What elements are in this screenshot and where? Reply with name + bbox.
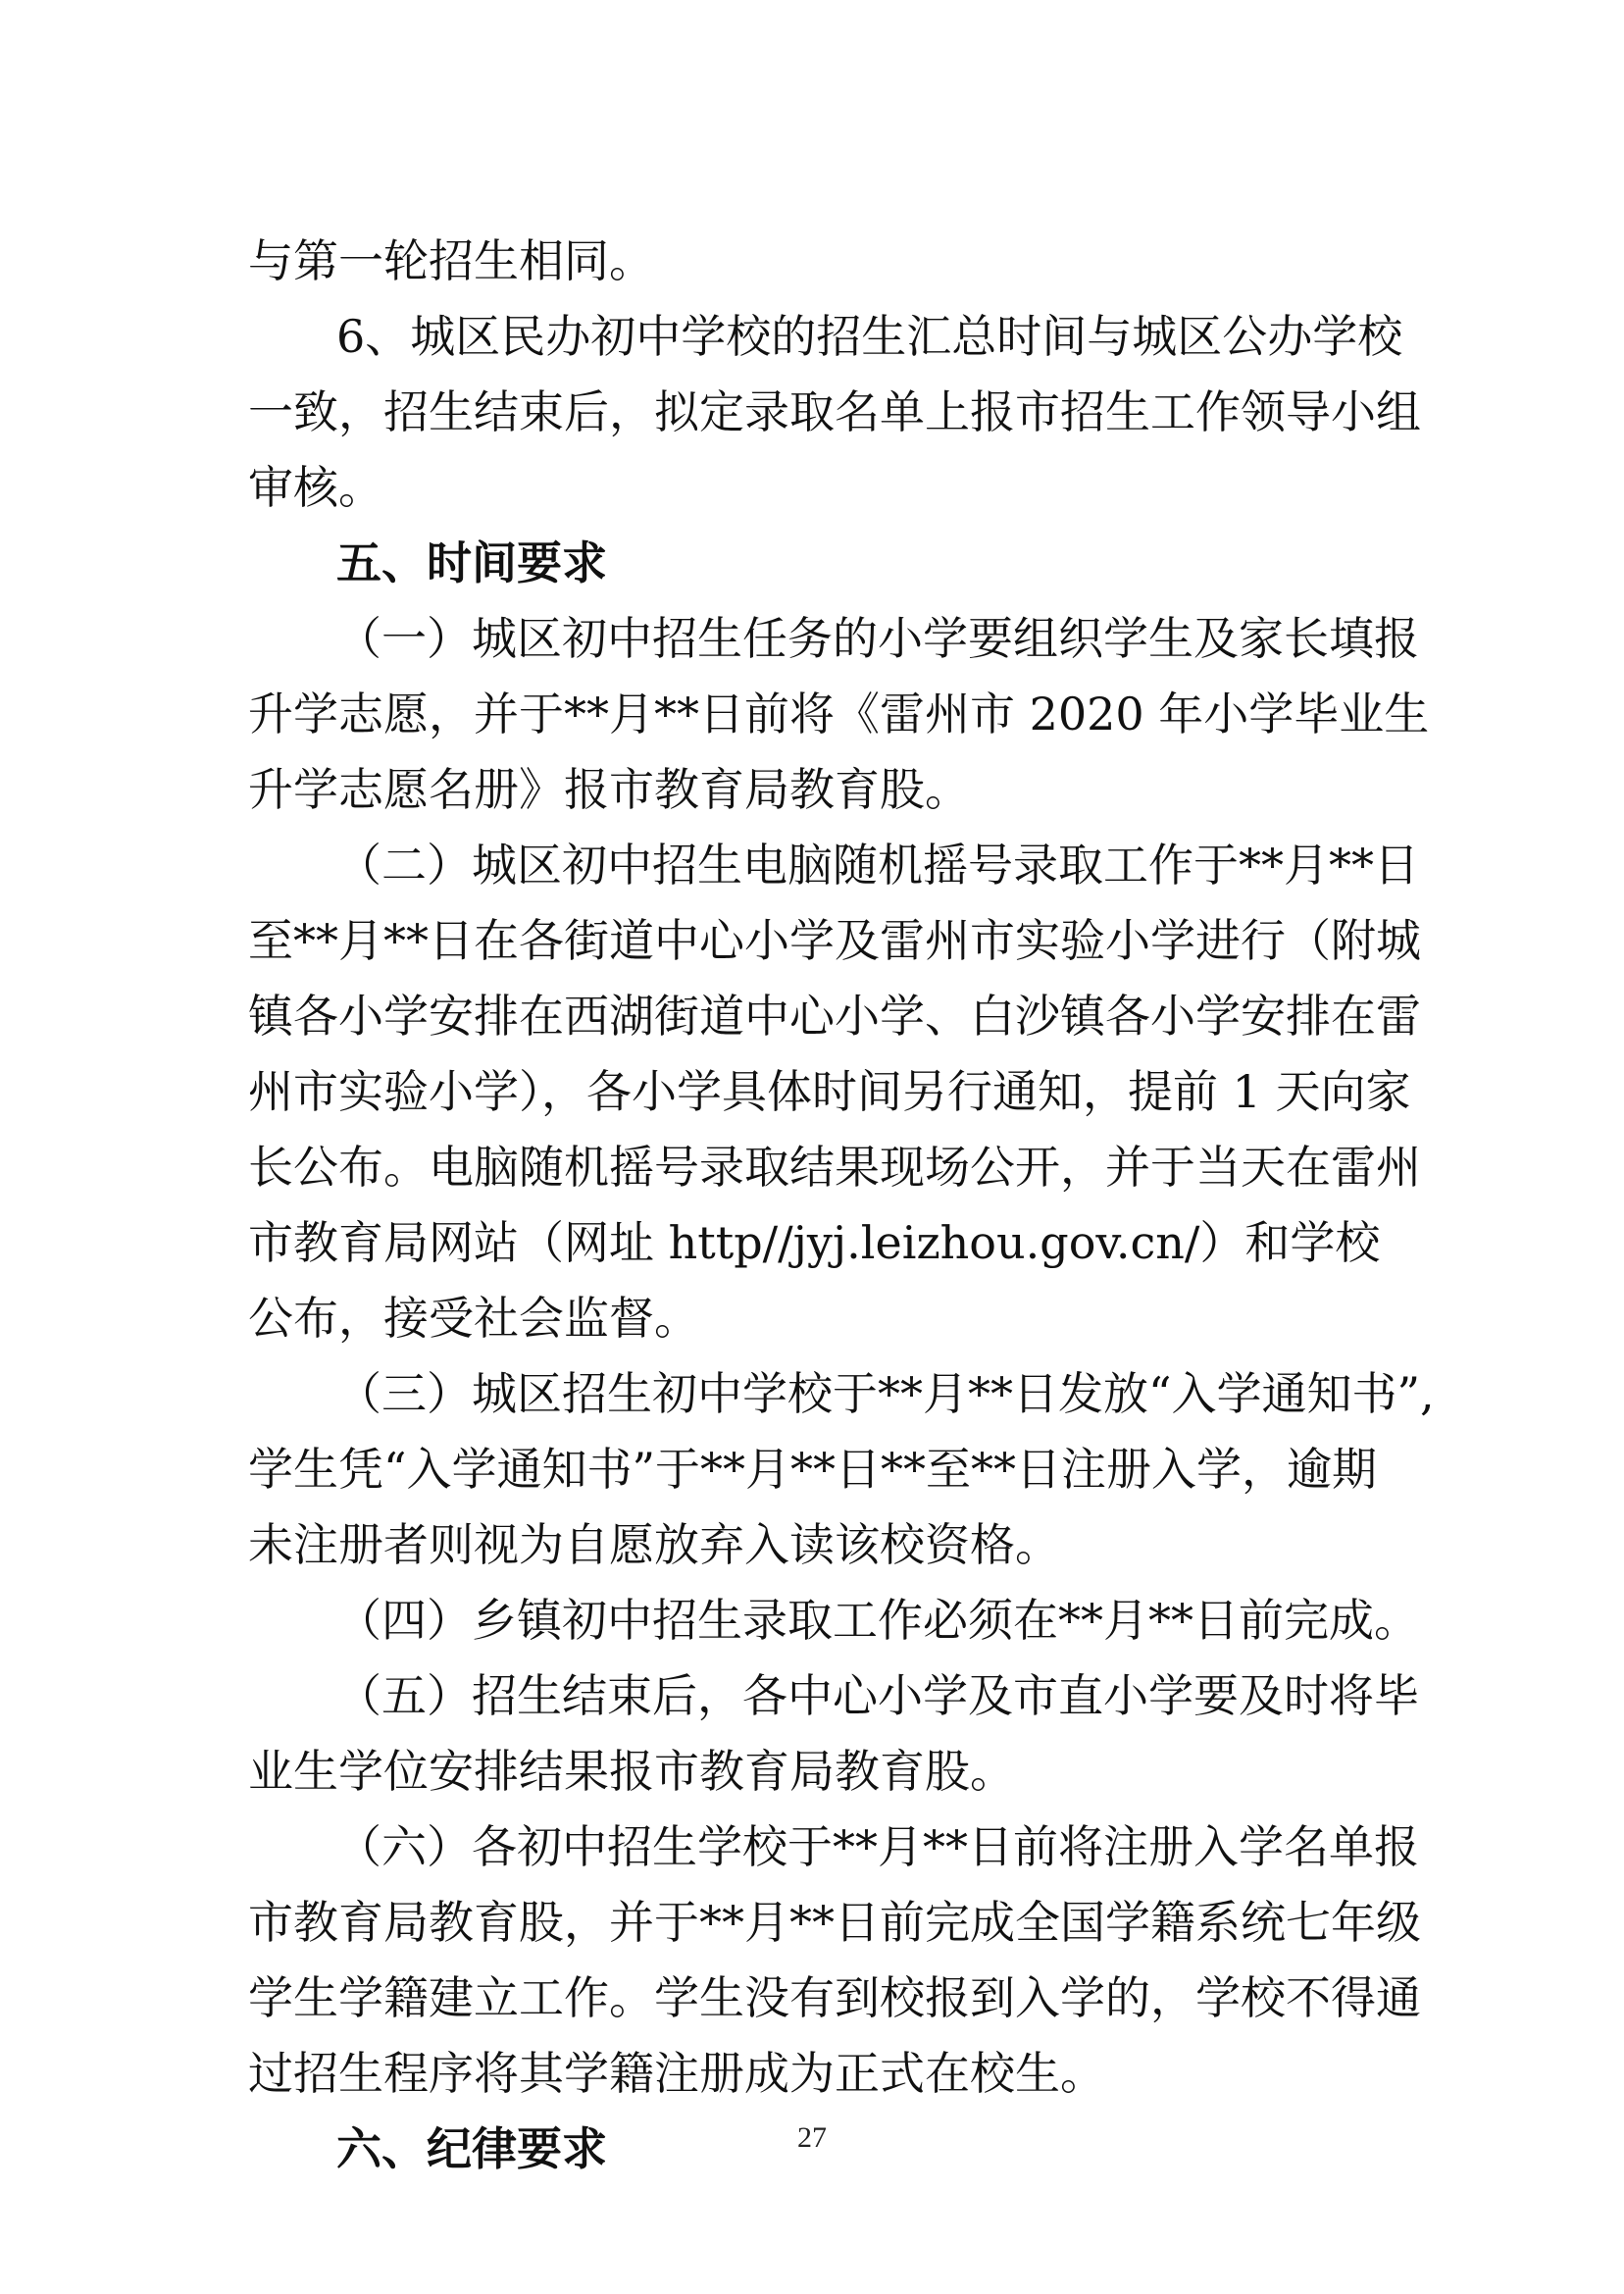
text-line: 学生凭“入学通知书”于**月**日**至**日注册入学，逾期 [248, 1443, 1378, 1496]
text-line: 镇各小学安排在西湖街道中心小学、白沙镇各小学安排在雷 [248, 990, 1421, 1043]
text-line: 6、城区民办初中学校的招生汇总时间与城区公办学校 [336, 310, 1403, 363]
text-line: （三）城区招生初中学校于**月**日发放“入学通知书”, [336, 1367, 1435, 1420]
text-line: 州市实验小学），各小学具体时间另行通知，提前 1 天向家 [248, 1065, 1411, 1118]
section-heading: 五、时间要求 [336, 536, 607, 589]
text-line: 至**月**日在各街道中心小学及雷州市实验小学进行（附城 [248, 914, 1421, 967]
text-line: 市教育局教育股，并于**月**日前完成全国学籍系统七年级 [248, 1896, 1421, 1949]
text-line: （一）城区初中招生任务的小学要组织学生及家长填报 [336, 612, 1419, 665]
page-number: 27 [797, 2121, 827, 2154]
text-line: 升学志愿名册》报市教育局教育股。 [248, 763, 970, 816]
text-line: 业生学位安排结果报市教育局教育股。 [248, 1745, 1015, 1798]
text-line: （五）招生结束后，各中心小学及市直小学要及时将毕 [336, 1669, 1419, 1722]
text-line: 长公布。电脑随机摇号录取结果现场公开，并于当天在雷州 [248, 1141, 1421, 1194]
text-line: 未注册者则视为自愿放弃入读该校资格。 [248, 1518, 1060, 1571]
text-line: （四）乡镇初中招生录取工作必须在**月**日前完成。 [336, 1594, 1419, 1647]
text-line: 公布，接受社会监督。 [248, 1292, 699, 1345]
text-line: 审核。 [248, 461, 383, 514]
text-line: （六）各初中招生学校于**月**日前将注册入学名单报 [336, 1820, 1419, 1873]
text-line: 与第一轮招生相同。 [248, 234, 654, 287]
text-line: 市教育局网站（网址 http//jyj.leizhou.gov.cn/）和学校 [248, 1216, 1381, 1269]
text-line: 学生学籍建立工作。学生没有到校报到入学的，学校不得通 [248, 1971, 1421, 2024]
text-line: 一致，招生结束后，拟定录取名单上报市招生工作领导小组 [248, 385, 1421, 438]
text-line: 过招生程序将其学籍注册成为正式在校生。 [248, 2047, 1105, 2100]
text-line: （二）城区初中招生电脑随机摇号录取工作于**月**日 [336, 839, 1419, 892]
section-heading: 六、纪律要求 [336, 2122, 607, 2175]
text-line: 升学志愿，并于**月**日前将《雷州市 2020 年小学毕业生 [248, 688, 1430, 740]
